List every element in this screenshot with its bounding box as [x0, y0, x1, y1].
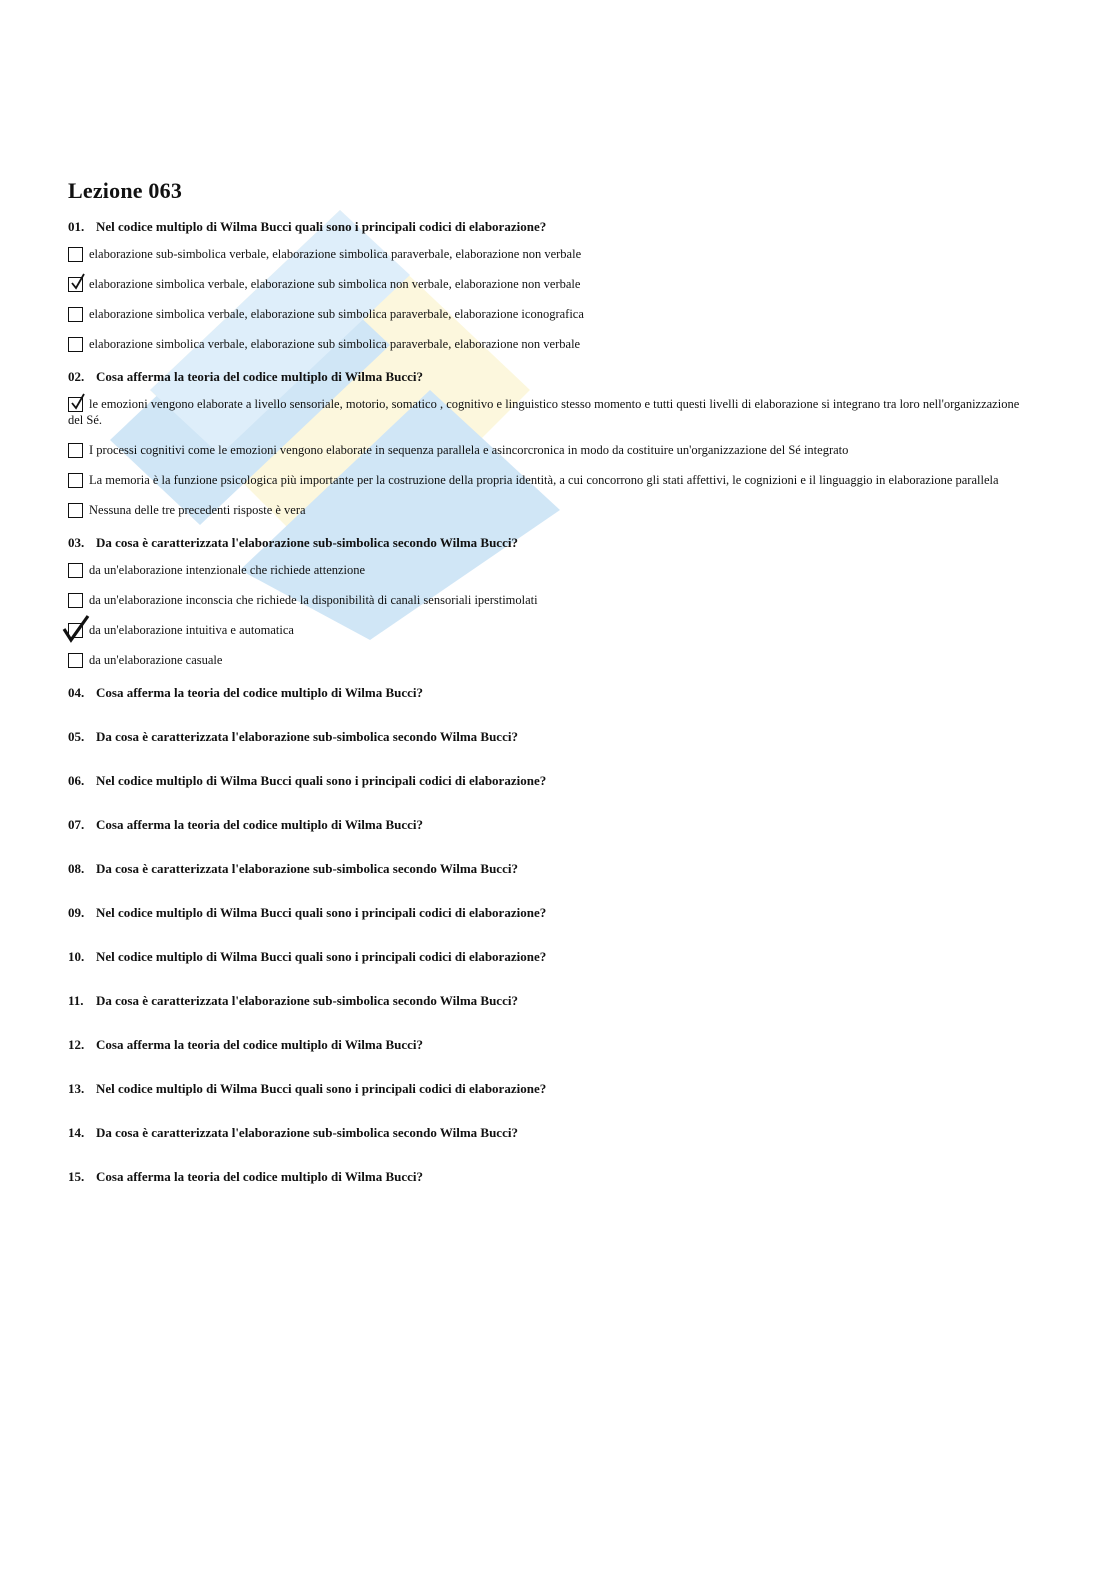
question-text: Da cosa è caratterizzata l'elaborazione sub-simbolica secondo Wilma Bucci?: [96, 861, 518, 876]
question-number: 06.: [68, 773, 85, 788]
answer-checkbox[interactable]: [68, 307, 83, 322]
answer-list: [68, 246, 1028, 352]
question-number: 04.: [68, 685, 85, 700]
question-title: [68, 534, 1028, 552]
checkmark-icon: [70, 273, 86, 291]
answer-option: [68, 472, 1028, 488]
answer-option: [68, 396, 1028, 428]
question-text: Da cosa è caratterizzata l'elaborazione sub-simbolica secondo Wilma Bucci?: [96, 993, 518, 1008]
answer-checkbox[interactable]: [68, 593, 83, 608]
question-title: [68, 948, 1028, 966]
question-text: Da cosa è caratterizzata l'elaborazione sub-simbolica secondo Wilma Bucci?: [96, 1125, 518, 1140]
answer-text: elaborazione simbolica verbale, elaborazione sub simbolica non verbale, elaborazione non verbale: [89, 277, 581, 291]
question-number: 02.: [68, 369, 85, 384]
question-block: [68, 1036, 1028, 1054]
answer-text: La memoria è la funzione psicologica più importante per la costruzione della propria identità, a cui concorrono gli stati affettivi, le cognizioni e il linguaggio in elaborazione parallela: [89, 473, 999, 487]
question-number: 12.: [68, 1037, 85, 1052]
question-block: [68, 992, 1028, 1010]
question-number: 01.: [68, 219, 85, 234]
question-title: [68, 1080, 1028, 1098]
answer-option: [68, 276, 1028, 292]
answer-checkbox[interactable]: [68, 473, 83, 488]
question-title: [68, 1124, 1028, 1142]
question-number: 08.: [68, 861, 85, 876]
question-title: [68, 1036, 1028, 1054]
question-title: [68, 728, 1028, 746]
question-block: [68, 948, 1028, 966]
question-text: Cosa afferma la teoria del codice multiplo di Wilma Bucci?: [96, 1037, 424, 1052]
question-text: Da cosa è caratterizzata l'elaborazione sub-simbolica secondo Wilma Bucci?: [96, 729, 518, 744]
question-text: Da cosa è caratterizzata l'elaborazione sub-simbolica secondo Wilma Bucci?: [96, 535, 518, 550]
question-text: Nel codice multiplo di Wilma Bucci quali sono i principali codici di elaborazione?: [96, 219, 547, 234]
question-block: [68, 368, 1028, 518]
document-page: [68, 178, 1028, 1212]
answer-text: elaborazione simbolica verbale, elaborazione sub simbolica paraverbale, elaborazione iconografica: [89, 307, 584, 321]
answer-text: Nessuna delle tre precedenti risposte è vera: [89, 503, 306, 517]
question-title: [68, 218, 1028, 236]
question-title: [68, 816, 1028, 834]
question-title: [68, 1168, 1028, 1186]
answer-option: [68, 592, 1028, 608]
answer-checkbox[interactable]: [68, 443, 83, 458]
question-text: Nel codice multiplo di Wilma Bucci quali sono i principali codici di elaborazione?: [96, 773, 547, 788]
checkmark-icon: [70, 393, 86, 411]
question-title: [68, 772, 1028, 790]
answer-text: le emozioni vengono elaborate a livello sensoriale, motorio, somatico , cognitivo e linguistico stesso momento e tutti questi livelli di elaborazione si integrano tra loro nell'organizzazione del Sé.: [68, 397, 1020, 427]
question-title: [68, 992, 1028, 1010]
answer-checkbox[interactable]: [68, 337, 83, 352]
answer-text: elaborazione simbolica verbale, elaborazione sub simbolica paraverbale, elaborazione non verbale: [89, 337, 581, 351]
answer-option: [68, 442, 1028, 458]
question-text: Cosa afferma la teoria del codice multiplo di Wilma Bucci?: [96, 685, 424, 700]
question-block: [68, 534, 1028, 668]
answer-option: [68, 336, 1028, 352]
question-block: [68, 728, 1028, 746]
answer-checkbox[interactable]: [68, 247, 83, 262]
answer-list: [68, 562, 1028, 668]
question-block: [68, 1168, 1028, 1186]
question-number: 05.: [68, 729, 85, 744]
question-text: Nel codice multiplo di Wilma Bucci quali sono i principali codici di elaborazione?: [96, 1081, 547, 1096]
question-number: 14.: [68, 1125, 85, 1140]
answer-text: da un'elaborazione casuale: [89, 653, 223, 667]
question-block: [68, 218, 1028, 352]
question-title: [68, 368, 1028, 386]
answer-text: da un'elaborazione inconscia che richiede la disponibilità di canali sensoriali iperstimolati: [89, 593, 538, 607]
question-block: [68, 1080, 1028, 1098]
question-block: [68, 816, 1028, 834]
answer-list: [68, 396, 1028, 518]
question-number: 03.: [68, 535, 85, 550]
answer-text: da un'elaborazione intenzionale che richiede attenzione: [89, 563, 366, 577]
lesson-title: Lezione 063: [68, 178, 183, 203]
question-number: 09.: [68, 905, 85, 920]
answer-text: I processi cognitivi come le emozioni vengono elaborate in sequenza parallela e asincorcronica in modo da costituire un'organizzazione del Sé integrato: [89, 443, 849, 457]
answer-text: da un'elaborazione intuitiva e automatica: [89, 623, 294, 637]
question-text: Nel codice multiplo di Wilma Bucci quali sono i principali codici di elaborazione?: [96, 905, 547, 920]
answer-option: [68, 652, 1028, 668]
answer-checkbox[interactable]: [68, 653, 83, 668]
question-title: [68, 860, 1028, 878]
question-block: [68, 860, 1028, 878]
question-title: [68, 684, 1028, 702]
answer-text: elaborazione sub-simbolica verbale, elaborazione simbolica paraverbale, elaborazione non verbale: [89, 247, 582, 261]
answer-option: [68, 246, 1028, 262]
question-number: 07.: [68, 817, 85, 832]
question-number: 10.: [68, 949, 85, 964]
answer-checkbox[interactable]: [68, 563, 83, 578]
checkmark-icon: [61, 613, 91, 643]
question-block: [68, 1124, 1028, 1142]
answer-option: [68, 306, 1028, 322]
question-text: Nel codice multiplo di Wilma Bucci quali sono i principali codici di elaborazione?: [96, 949, 547, 964]
question-number: 13.: [68, 1081, 85, 1096]
question-text: Cosa afferma la teoria del codice multiplo di Wilma Bucci?: [96, 369, 424, 384]
question-block: [68, 684, 1028, 702]
question-block: [68, 772, 1028, 790]
question-text: Cosa afferma la teoria del codice multiplo di Wilma Bucci?: [96, 817, 424, 832]
question-text: Cosa afferma la teoria del codice multiplo di Wilma Bucci?: [96, 1169, 424, 1184]
answer-option: [68, 622, 1028, 638]
answer-checkbox[interactable]: [68, 503, 83, 518]
answer-option: [68, 562, 1028, 578]
question-number: 11.: [68, 993, 84, 1008]
answer-option: [68, 502, 1028, 518]
question-number: 15.: [68, 1169, 85, 1184]
question-block: [68, 904, 1028, 922]
question-title: [68, 904, 1028, 922]
